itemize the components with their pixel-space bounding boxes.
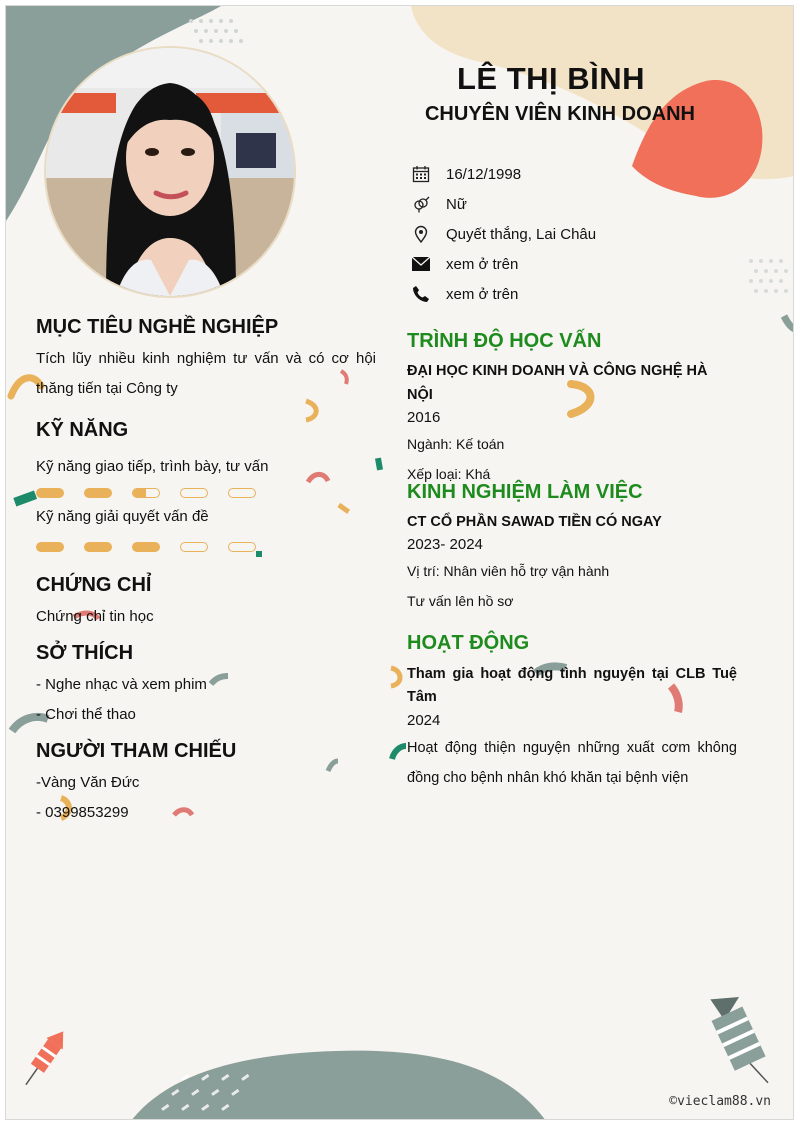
reference-item: - 0399853299 [36,804,129,821]
objective-text: Tích lũy nhiều kinh nghiệm tư vấn và có cơ hội thăng tiến tại Công ty [36,350,376,397]
experience-description: Tư vấn lên hồ sơ [407,593,514,609]
contact-address [411,219,596,249]
education-section [407,330,737,489]
activity-description: Hoạt động thiện nguyện những xuất cơm không đồng cho bệnh nhân khó khăn tại bệnh viện [407,740,737,786]
skill-rating-dot [36,542,64,552]
education-major: Ngành: Kế toán [407,436,505,452]
section-heading: HOẠT ĐỘNG [407,632,530,654]
reference-item: -Vàng Văn Đức [36,774,140,791]
skill-rating-dot [84,488,112,498]
section-heading: NGƯỜI THAM CHIẾU [36,740,237,762]
education-school: ĐẠI HỌC KINH DOANH VÀ CÔNG NGHỆ HÀ NỘI [407,363,708,403]
education-rank: Xếp loại: Khá [407,466,491,482]
dot-pattern-top [189,19,243,43]
confetti [13,490,37,506]
contact-gender [411,189,596,219]
skill-rating-dot [36,488,64,498]
contact-email [411,249,596,279]
objective-section [36,316,376,404]
skill-rating-dot [132,488,160,498]
confetti [391,668,400,686]
experience-position: Vị trí: Nhân viên hỗ trợ vận hành [407,563,610,579]
candidate-title: CHUYÊN VIÊN KINH DOANH [424,103,696,125]
skill-rating [36,488,376,498]
contact-birthday [411,159,596,189]
skill-rating-dot [180,488,208,498]
skill-rating [36,542,376,552]
contact-phone [411,279,596,309]
blob-bottom-teal [131,1051,546,1120]
confetti [375,458,383,471]
hobbies-section [36,642,376,730]
skill-rating-dot [228,488,256,498]
contact-value: xem ở trên [446,255,519,273]
references-section [36,740,376,828]
contact-value: xem ở trên [446,285,519,303]
section-heading: KỸ NĂNG [36,419,129,441]
email-icon [411,254,431,274]
section-heading: SỞ THÍCH [36,642,134,664]
rocket-bottom-right [703,988,777,1093]
skill-label: Kỹ năng giải quyết vấn đề [36,508,209,525]
confetti [392,746,406,759]
section-heading: MỤC TIÊU NGHỀ NGHIỆP [36,316,279,338]
dot-pattern-right [749,259,788,293]
profile-photo [46,48,294,296]
skill-rating-dot [180,542,208,552]
activity-year: 2024 [407,712,441,729]
contact-value: Quyết thắng, Lai Châu [446,225,597,243]
activities-section [407,632,737,793]
skill-label: Kỹ năng giao tiếp, trình bày, tư vấn [36,458,269,475]
phone-icon [411,284,431,304]
contact-value: Nữ [446,195,467,213]
skill-rating-dot [84,542,112,552]
location-icon [411,224,431,244]
certificate-item: Chứng chỉ tin học [36,608,154,625]
candidate-name: LÊ THỊ BÌNH [456,61,646,96]
cv-page [5,5,794,1120]
section-heading: CHỨNG CHỈ [36,574,152,596]
experience-company: CT CỔ PHẦN SAWAD TIỀN CÓ NGAY [407,514,662,530]
certificates-section [36,574,376,632]
section-heading: TRÌNH ĐỘ HỌC VẤN [407,330,602,352]
skill-rating-dot [228,542,256,552]
experience-period: 2023- 2024 [407,536,483,553]
skill-rating-dot [132,542,160,552]
hobby-item: - Chơi thể thao [36,706,136,723]
watermark: ©vieclam88.vn [669,1094,771,1109]
gender-icon [411,194,431,214]
calendar-icon [411,164,431,184]
section-heading: KINH NGHIỆM LÀM VIỆC [407,481,643,503]
activity-title: Tham gia hoạt động tình nguyện tại CLB Tuệ Tâm [407,666,737,705]
experience-section [407,481,737,616]
confetti [784,316,794,329]
rocket-bottom-left [18,1026,72,1091]
skills-section [36,419,376,552]
contact-value: 16/12/1998 [446,165,522,183]
education-year: 2016 [407,409,441,426]
contact-info [411,159,596,309]
hobby-item: - Nghe nhạc và xem phim [36,676,207,693]
